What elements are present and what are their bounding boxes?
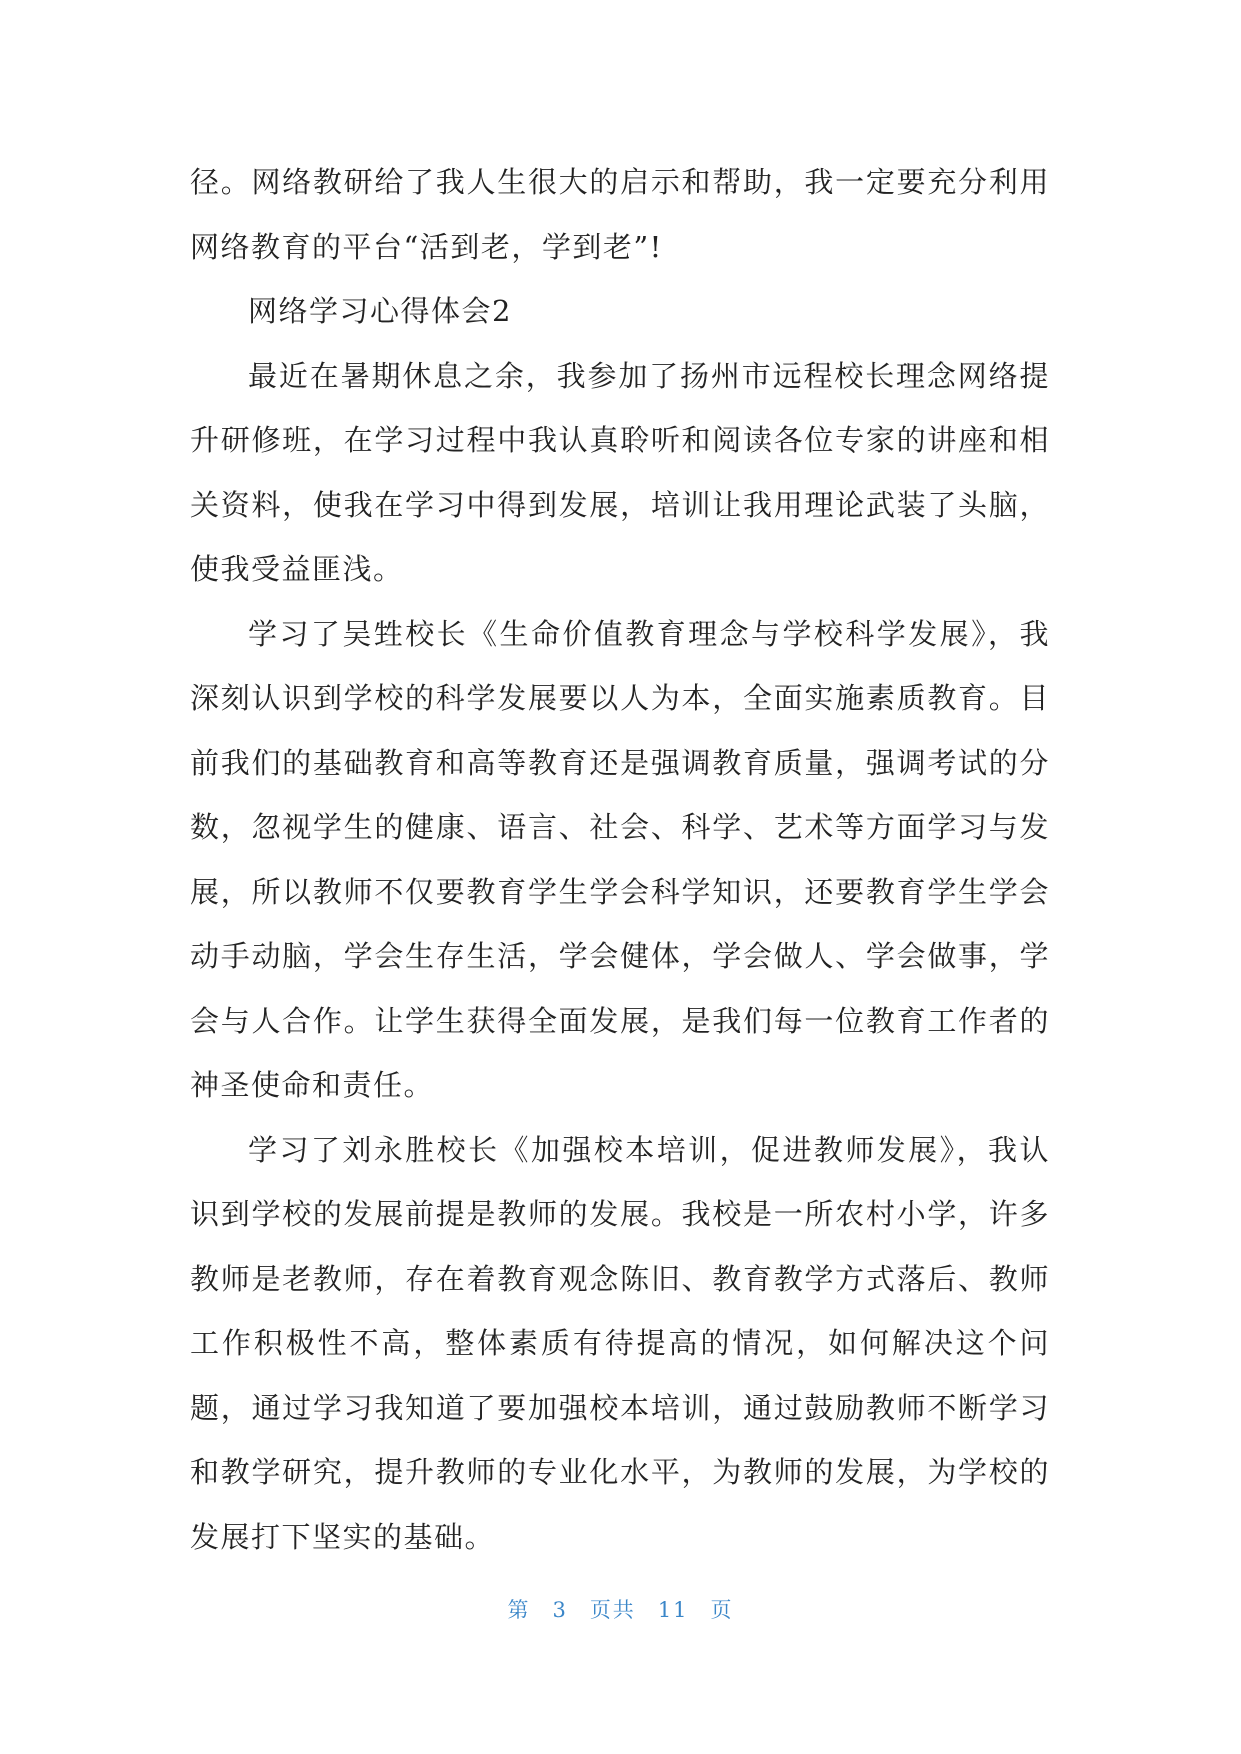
footer-middle: 页共 [589, 1598, 636, 1622]
section-heading: 网络学习心得体会2 [248, 294, 512, 328]
footer-prefix: 第 [507, 1598, 531, 1622]
document-body [190, 150, 1050, 1569]
footer-current-page: 3 [552, 1598, 568, 1622]
page-number-footer [0, 1594, 1241, 1624]
paragraph-intro: 最近在暑期休息之余，我参加了扬州市远程校长理念网络提升研修班，在学习过程中我认真聆听和阅读各位专家的讲座和相关资料，使我在学习中得到发展，培训让我用理论武装了头脑，使我受益匪浅。 [190, 358, 1050, 586]
paragraph-continuation: 径。网络教研给了我人生很大的启示和帮助，我一定要充分利用网络教育的平台“活到老，学到老”! [190, 165, 1050, 264]
paragraph-wu-shen: 学习了吴甡校长《生命价值教育理念与学校科学发展》，我深刻认识到学校的科学发展要以人为本，全面实施素质教育。目前我们的基础教育和高等教育还是强调教育质量，强调考试的分数，忽视学生的健康、语言、社会、科学、艺术等方面学习与发展，所以教师不仅要教育学生学会科学知识，还要教育学生学会动手动脑，学会生存生活，学会健体，学会做人、学会做事，学会与人合作。让学生获得全面发展，是我们每一位教育工作者的神圣使命和责任。 [190, 616, 1050, 1102]
paragraph-liu-yongsheng: 学习了刘永胜校长《加强校本培训，促进教师发展》，我认识到学校的发展前提是教师的发展。我校是一所农村小学，许多教师是老教师，存在着教育观念陈旧、教育教学方式落后、教师工作积极性不高，整体素质有待提高的情况，如何解决这个问题，通过学习我知道了要加强校本培训，通过鼓励教师不断学习和教学研究，提升教师的专业化水平，为教师的发展，为学校的发展打下坚实的基础。 [190, 1132, 1050, 1554]
footer-suffix: 页 [710, 1598, 734, 1622]
footer-total-pages: 11 [657, 1598, 689, 1622]
